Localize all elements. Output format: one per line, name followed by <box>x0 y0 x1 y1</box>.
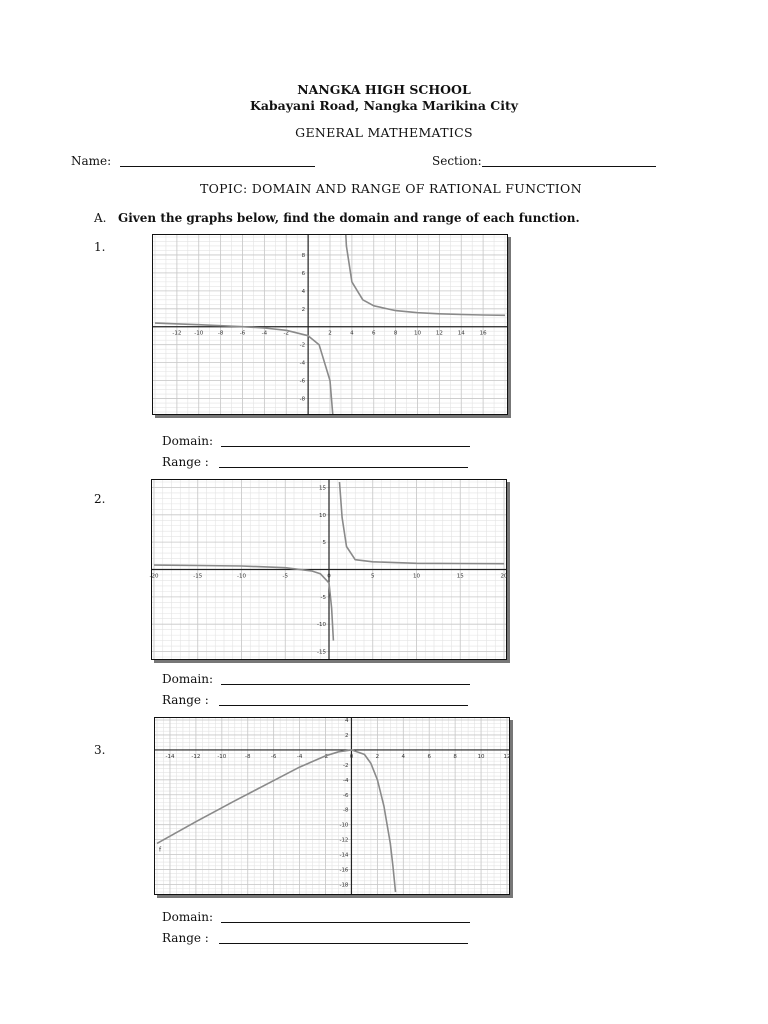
x-tick-label: 10 <box>413 573 420 580</box>
y-tick-label: -16 <box>339 867 349 874</box>
item-number-3: 3. <box>94 743 106 757</box>
y-tick-label: 2 <box>301 306 306 313</box>
x-tick-label: -14 <box>165 753 175 760</box>
x-tick-label: 12 <box>435 330 443 337</box>
x-tick-label: -6 <box>239 330 246 337</box>
y-tick-label: -18 <box>339 882 349 889</box>
domain-label-2: Domain: <box>162 672 213 686</box>
y-tick-label: -4 <box>342 777 349 784</box>
graph-2-svg <box>149 480 508 659</box>
y-tick-label: -4 <box>299 360 306 367</box>
y-tick-label: -8 <box>342 807 349 814</box>
x-tick-label: -20 <box>149 573 159 580</box>
y-tick-label: -2 <box>299 342 306 349</box>
x-tick-label: 0 <box>327 573 331 580</box>
range-label-1: Range : <box>162 455 209 469</box>
subject-title: GENERAL MATHEMATICS <box>295 125 473 140</box>
section-field[interactable] <box>482 166 656 167</box>
y-tick-label: -10 <box>339 822 349 829</box>
x-tick-label: 8 <box>393 330 398 337</box>
domain-field-1[interactable] <box>221 446 470 447</box>
range-field-3[interactable] <box>219 943 468 944</box>
x-tick-label: -8 <box>217 330 224 337</box>
domain-field-2[interactable] <box>221 684 470 685</box>
y-tick-label: -5 <box>320 594 326 601</box>
range-label-2: Range : <box>162 693 209 707</box>
function-label: f <box>159 846 162 854</box>
x-tick-label: 4 <box>350 330 354 337</box>
graph-2 <box>151 479 507 660</box>
y-tick-label: 4 <box>344 718 349 724</box>
section-label: Section: <box>432 154 482 168</box>
instruction: Given the graphs below, find the domain and range of each function. <box>118 211 580 225</box>
x-tick-label: 6 <box>372 330 376 337</box>
x-tick-label: -10 <box>217 753 227 760</box>
y-tick-label: 15 <box>319 485 326 492</box>
y-tick-label: 2 <box>344 732 349 739</box>
y-tick-label: 6 <box>301 270 306 277</box>
x-tick-label: 12 <box>503 753 511 760</box>
graph-3 <box>154 717 510 895</box>
item-number-1: 1. <box>94 240 106 254</box>
y-tick-label: 10 <box>319 512 326 519</box>
x-tick-label: 0 <box>349 753 354 760</box>
x-tick-label: -12 <box>191 753 201 760</box>
name-label: Name: <box>71 154 112 168</box>
x-tick-label: -15 <box>193 573 203 580</box>
x-tick-label: -12 <box>172 330 182 337</box>
x-tick-label: -8 <box>244 753 251 760</box>
topic-title: TOPIC: DOMAIN AND RANGE OF RATIONAL FUNCTION <box>200 181 582 196</box>
y-tick-label: -15 <box>317 649 326 656</box>
item-number-2: 2. <box>94 492 106 506</box>
x-tick-label: -5 <box>282 573 288 580</box>
y-tick-label: -10 <box>317 622 326 629</box>
range-label-3: Range : <box>162 931 209 945</box>
x-tick-label: -6 <box>270 753 277 760</box>
x-tick-label: 8 <box>453 753 457 760</box>
x-tick-label: 6 <box>427 753 431 760</box>
x-tick-label: -10 <box>237 573 246 580</box>
y-tick-label: -2 <box>342 762 349 769</box>
grid-minor <box>155 718 509 894</box>
y-tick-label: -12 <box>339 837 349 844</box>
x-tick-label: 2 <box>328 330 332 337</box>
y-tick-label: -6 <box>342 792 349 799</box>
school-address: Kabayani Road, Nangka Marikina City <box>249 98 519 113</box>
x-tick-label: 14 <box>457 330 465 337</box>
x-tick-label: -10 <box>194 330 204 337</box>
graph-3-svg <box>155 718 509 894</box>
school-name: NANGKA HIGH SCHOOL <box>297 82 471 97</box>
range-field-2[interactable] <box>219 705 468 706</box>
y-tick-label: -8 <box>299 396 306 403</box>
y-tick-label: -14 <box>339 852 349 859</box>
name-field[interactable] <box>120 166 315 167</box>
x-tick-label: -4 <box>261 330 268 337</box>
domain-field-3[interactable] <box>221 922 470 923</box>
y-tick-label: 4 <box>301 288 306 295</box>
x-tick-label: 10 <box>477 753 485 760</box>
x-tick-label: -4 <box>296 753 303 760</box>
domain-label-1: Domain: <box>162 434 213 448</box>
x-tick-label: 5 <box>371 573 375 580</box>
y-tick-label: 5 <box>322 540 326 547</box>
y-tick-label: 8 <box>301 252 306 259</box>
x-tick-label: 16 <box>479 330 487 337</box>
graph-1-svg <box>153 235 507 414</box>
x-tick-label: 15 <box>456 573 464 580</box>
y-tick-label: -6 <box>299 378 306 385</box>
range-field-1[interactable] <box>219 467 468 468</box>
x-tick-label: -2 <box>322 753 329 760</box>
x-tick-label: 20 <box>500 573 508 580</box>
x-tick-label: -2 <box>283 330 289 337</box>
x-tick-label: 4 <box>401 753 406 760</box>
graph-1 <box>152 234 508 415</box>
x-tick-label: 2 <box>375 753 380 760</box>
x-tick-label: 10 <box>414 330 421 337</box>
domain-label-3: Domain: <box>162 910 213 924</box>
section-letter: A. <box>94 211 107 225</box>
